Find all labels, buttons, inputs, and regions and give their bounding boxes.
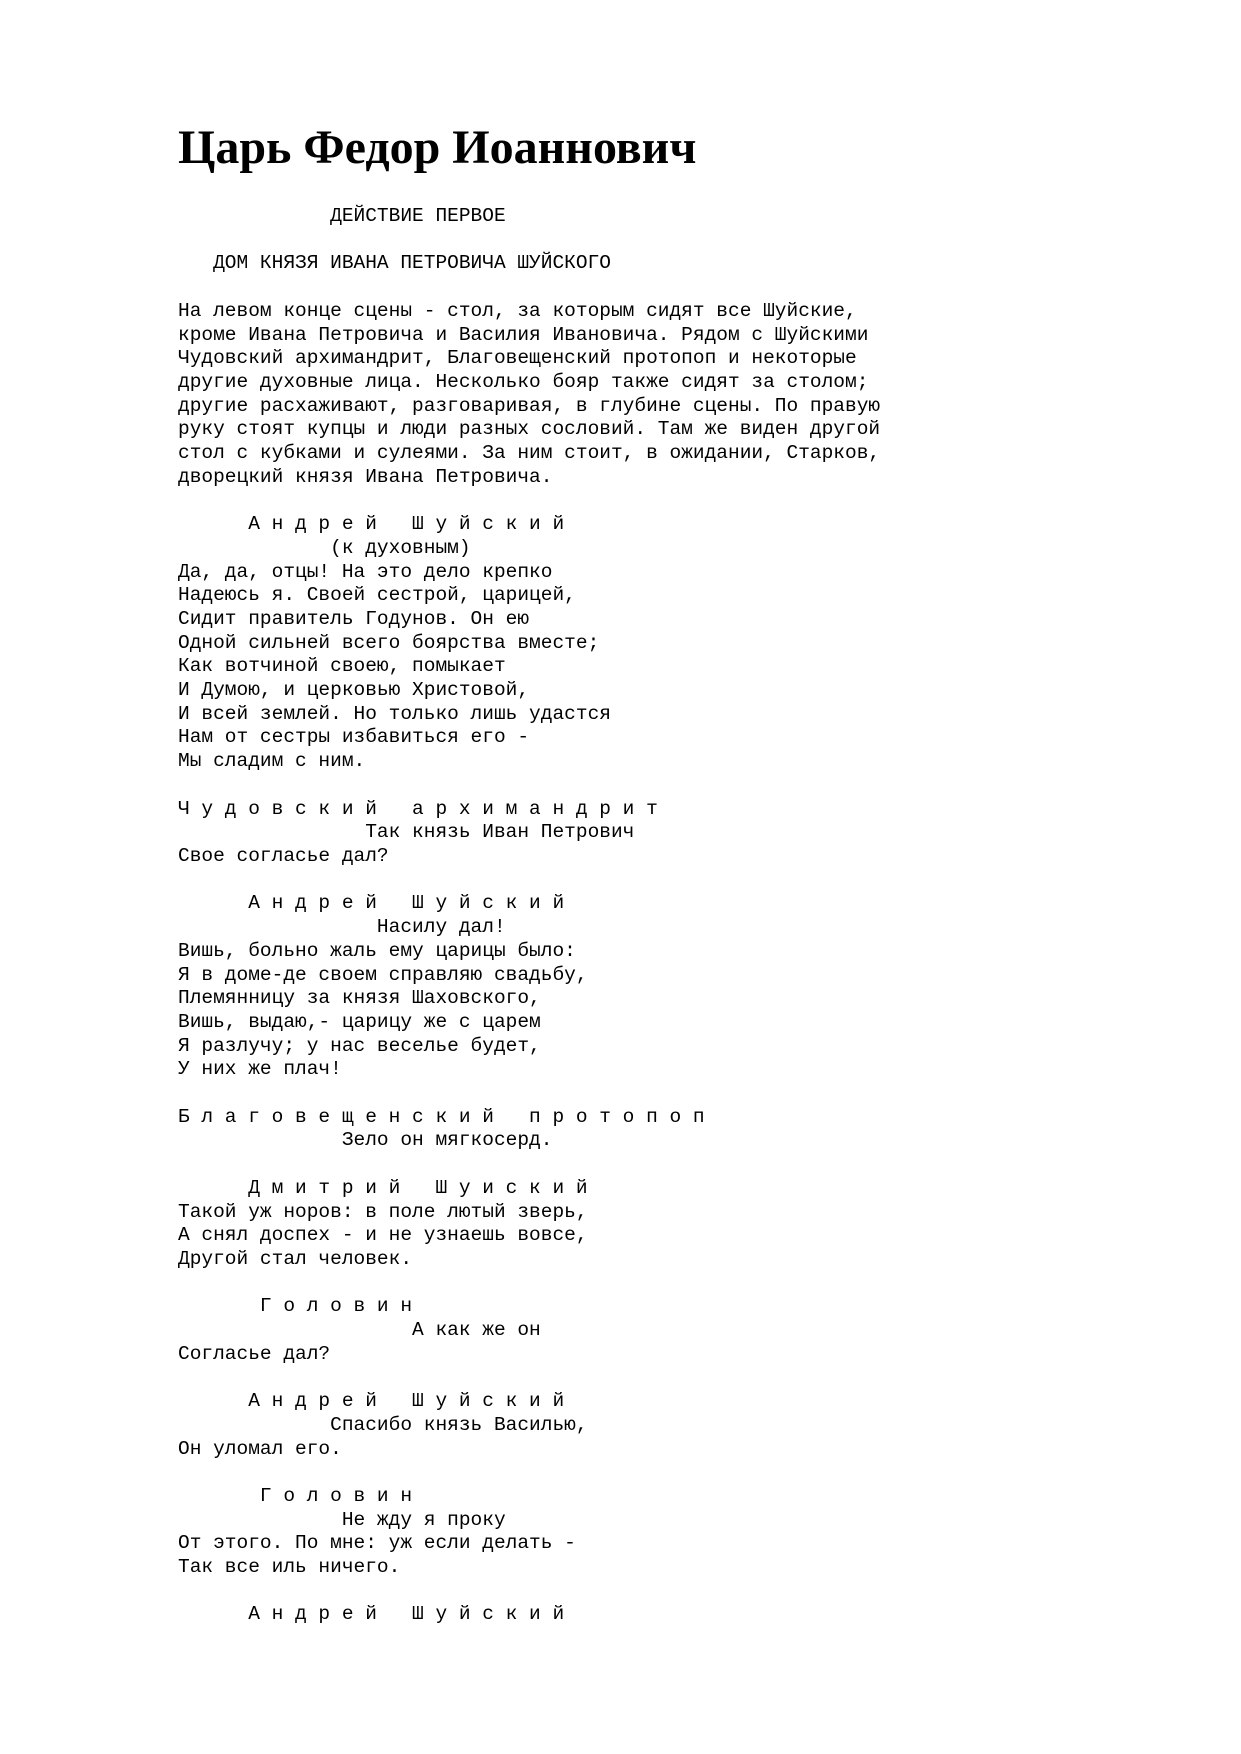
text-line: Надеюсь я. Своей сестрой, царицей, (178, 584, 576, 607)
document-body (178, 205, 880, 1627)
text-line: От этого. По мне: уж если делать - (178, 1532, 576, 1555)
text-line: И всей землей. Но только лишь удастся (178, 702, 611, 725)
text-line: И Думою, и церковью Христовой, (178, 679, 530, 702)
text-line: Спасибо князь Василью, (178, 1413, 588, 1436)
text-line: Я в доме-де своем справляю свадьбу, (178, 963, 588, 986)
text-line: Да, да, отцы! На это дело крепко (178, 560, 553, 583)
blank-line (178, 1461, 880, 1485)
blank-line (178, 229, 880, 253)
text-line: руку стоят купцы и люди разных сословий. Там же виден другой (178, 418, 881, 441)
text-line: Вишь, больно жаль ему царицы было: (178, 939, 576, 962)
text-line: У них же плач! (178, 1058, 342, 1081)
text-line: Одной сильней всего боярства вместе; (178, 631, 600, 654)
text-line: Я разлучу; у нас веселье будет, (178, 1034, 541, 1057)
text-line: Так князь Иван Петрович (178, 821, 635, 844)
text-line: Чудовский архимандрит, Благовещенский протопоп и некоторые (178, 347, 857, 370)
blank-line (178, 1580, 880, 1604)
text-line: Так все иль ничего. (178, 1556, 401, 1579)
text-line: А как же он (178, 1319, 541, 1342)
text-line: Сидит правитель Годунов. Он ею (178, 607, 530, 630)
blank-line (178, 276, 880, 300)
text-line: ДОМ КНЯЗЯ ИВАНА ПЕТРОВИЧА ШУЙСКОГО (178, 252, 611, 275)
text-line: Зело он мягкосерд. (178, 1129, 553, 1152)
blank-line (178, 1366, 880, 1390)
text-line: Племянницу за князя Шаховского, (178, 987, 541, 1010)
blank-line (178, 1272, 880, 1296)
blank-line (178, 1082, 880, 1106)
text-line: Мы сладим с ним. (178, 750, 366, 773)
blank-line (178, 774, 880, 798)
text-line: Насилу дал! (178, 916, 506, 939)
text-line: Не жду я проку (178, 1508, 506, 1531)
text-line: (к духовным) (178, 536, 471, 559)
blank-line (178, 489, 880, 513)
text-line: Вишь, выдаю,- царицу же с царем (178, 1010, 541, 1033)
text-line: Он уломал его. (178, 1437, 342, 1460)
text-line: А н д р е й Ш у й с к и й (178, 892, 565, 915)
text-line: А н д р е й Ш у й с к и й (178, 1603, 565, 1626)
text-line: Такой уж норов: в поле лютый зверь, (178, 1200, 588, 1223)
text-line: Г о л о в и н (178, 1295, 413, 1318)
text-line: дворецкий князя Ивана Петровича. (178, 465, 553, 488)
text-line: Нам от сестры избавиться его - (178, 726, 530, 749)
document-title: Царь Федор Иоаннович (178, 121, 697, 174)
text-line: Как вотчиной своею, помыкает (178, 655, 506, 678)
text-line: другие расхаживают, разговаривая, в глубине сцены. По правую (178, 394, 881, 417)
text-line: Б л а г о в е щ е н с к и й п р о т о п о п (178, 1105, 705, 1128)
text-line: стол с кубками и сулеями. За ним стоит, в ожидании, Старков, (178, 442, 881, 465)
text-line: Согласье дал? (178, 1342, 331, 1365)
text-line: Г о л о в и н (178, 1484, 413, 1507)
text-line: Свое согласье дал? (178, 844, 389, 867)
text-line: Д м и т р и й Ш у и с к и й (178, 1176, 588, 1199)
text-line: Ч у д о в с к и й а р х и м а н д р и т (178, 797, 658, 820)
text-line: кроме Ивана Петровича и Василия Ивановича. Рядом с Шуйскими (178, 323, 869, 346)
blank-line (178, 1153, 880, 1177)
text-line: Другой стал человек. (178, 1247, 413, 1270)
text-line: А н д р е й Ш у й с к и й (178, 513, 565, 536)
text-line: На левом конце сцены - стол, за которым сидят все Шуйские, (178, 299, 857, 322)
text-line: А н д р е й Ш у й с к и й (178, 1390, 565, 1413)
text-line: другие духовные лица. Несколько бояр также сидят за столом; (178, 370, 869, 393)
text-line: ДЕЙСТВИЕ ПЕРВОЕ (178, 205, 506, 227)
blank-line (178, 869, 880, 893)
text-line: А снял доспех - и не узнаешь вовсе, (178, 1224, 588, 1247)
